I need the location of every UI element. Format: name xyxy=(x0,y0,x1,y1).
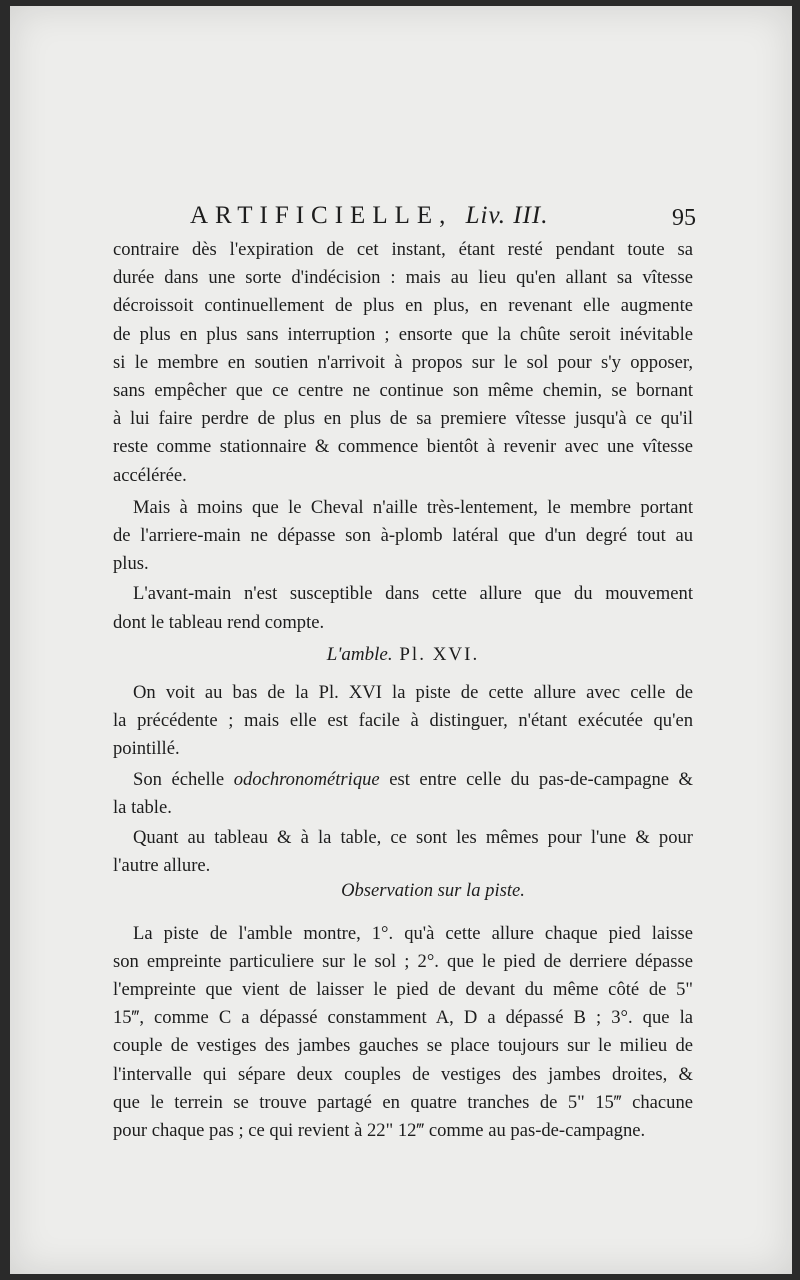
text-line: Mais à moins que le Cheval n'aille très-lentement, le membre portant xyxy=(133,496,693,518)
text-line: l'empreinte que vient de laisser le pied de devant du même côté de 5" xyxy=(113,979,693,1001)
text-line: dont le tableau rend compte. xyxy=(113,611,325,633)
text-line: On voit au bas de la Pl. XVI la piste de cette allure avec celle de xyxy=(133,682,693,704)
text-line: Quant au tableau & à la table, ce sont les mêmes pour l'une & pour xyxy=(133,827,693,849)
text-line: la table. xyxy=(113,796,172,818)
paragraph-1 xyxy=(113,236,693,490)
text-line: reste comme stationnaire & commence bientôt à revenir avec une vîtesse xyxy=(113,436,693,458)
text-line: couple de vestiges des jambes gauches se place toujours sur le milieu de xyxy=(113,1035,693,1057)
text-span: Son échelle xyxy=(133,768,234,790)
section-heading-italic: L'amble. xyxy=(326,643,393,665)
text-line: accélérée. xyxy=(113,464,187,486)
text-line: que le terrein se trouve partagé en quatre tranches de 5" 15‴ chacune xyxy=(113,1091,693,1113)
paragraph-4 xyxy=(113,679,693,764)
section-heading-plate: Pl. XVI. xyxy=(392,643,480,665)
text-line: durée dans une sorte d'indécision : mais au lieu qu'en allant sa vîtesse xyxy=(113,267,693,289)
paragraph-6 xyxy=(113,824,693,880)
text-line: à lui faire perdre de plus en plus de sa premiere vîtesse jusqu'à ce qu'il xyxy=(113,408,693,430)
text-span-italic: odochronométrique xyxy=(233,768,380,790)
text-line: pour chaque pas ; ce qui revient à 22" 12‴ comme au pas-de-campagne. xyxy=(113,1120,646,1142)
page-header xyxy=(113,202,696,236)
running-head-title: ARTIFICIELLE, xyxy=(190,202,466,229)
text-line: plus. xyxy=(113,553,149,575)
text-line: son empreinte particuliere sur le sol ; 2°. que le pied de derriere dépasse xyxy=(113,950,693,972)
paragraph-5 xyxy=(113,766,693,822)
text-line: décroissoit continuellement de plus en plus, en revenant elle augmente xyxy=(113,295,693,317)
text-line: l'intervalle qui sépare deux couples de vestiges des jambes droites, & xyxy=(113,1063,693,1085)
text-line: L'avant-main n'est susceptible dans cette allure que du mouvement xyxy=(133,583,693,605)
text-line: de l'arriere-main ne dépasse son à-plomb latéral que d'un degré tout au xyxy=(113,525,693,547)
text-line: si le membre en soutien n'arrivoit à propos sur le sol pour s'y opposer, xyxy=(113,351,693,373)
text-line: pointillé. xyxy=(113,738,180,760)
text-line xyxy=(113,766,693,794)
running-head-book: Liv. III. xyxy=(465,202,549,229)
paragraph-2 xyxy=(113,494,693,579)
page-number: 95 xyxy=(672,205,696,231)
paragraph-final xyxy=(113,920,693,1146)
text-line: 15‴, comme C a dépassé constamment A, D a dépassé B ; 3°. que la xyxy=(113,1007,693,1029)
text-line: La piste de l'amble montre, 1°. qu'à cette allure chaque pied laisse xyxy=(133,922,693,944)
book-page xyxy=(10,6,792,1274)
text-line: l'autre allure. xyxy=(113,855,211,877)
text-line: de plus en plus sans interruption ; ensorte que la chûte seroit inévitable xyxy=(113,323,693,345)
paragraph-3 xyxy=(113,580,693,636)
text-line: sans empêcher que ce centre ne continue son même chemin, se bornant xyxy=(113,380,693,402)
text-line: la précédente ; mais elle est facile à distinguer, n'étant exécutée qu'en xyxy=(113,710,693,732)
page-content xyxy=(113,202,696,1145)
running-head xyxy=(190,202,548,230)
text-span: est entre celle du pas-de-campagne & xyxy=(379,768,694,790)
observation-heading: Observation sur la piste. xyxy=(341,880,525,902)
text-line: contraire dès l'expiration de cet instant, étant resté pendant toute sa xyxy=(113,239,693,260)
section-heading xyxy=(113,641,693,669)
